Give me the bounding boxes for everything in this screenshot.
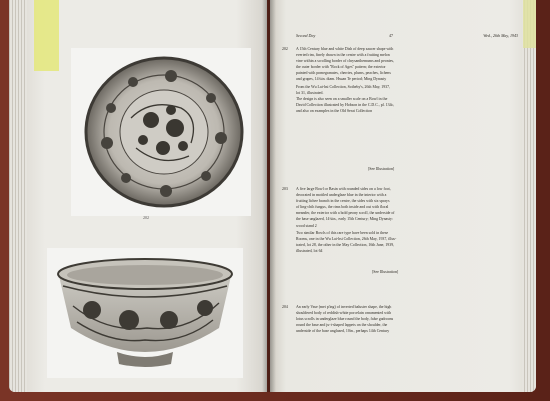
provenance-line: David Collection illustrated by Hobson in the C.D.C., pl. 134c, [296, 103, 395, 108]
lot-203-provenance [296, 230, 514, 254]
bowl-photograph [47, 248, 243, 378]
see-illustration-202: [See Illustration] [368, 167, 395, 171]
dish-image [71, 48, 251, 216]
provenance-line: trated, lot 28, the other in the May Collection, 16th June, 1939, [296, 243, 395, 248]
lot-description [296, 46, 514, 83]
description-line: round the base and ju-i-shaped lappets on the shoulder, the [296, 323, 388, 328]
provenance-line: Two similar Bowls of this rare type have been sold in these [296, 231, 389, 235]
description-line: A 15th Century blue and white Dish of deep saucer shape with [296, 47, 394, 51]
see-illustration-203: [See Illustration] [372, 270, 399, 274]
lot-number: 202 [282, 47, 288, 51]
description-line: fruiting lichee branch in the centre, the sides with six sprays [296, 199, 390, 204]
lot-number: 203 [282, 187, 288, 191]
description-line: An early Vase (mei p'ing) of inverted baluster shape, the high [296, 305, 392, 309]
page-edges-left [9, 0, 27, 392]
bowl-image [47, 248, 243, 378]
provenance-line: lot 31, illustrated. [296, 91, 324, 96]
description-line: underside of the base unglazed, 10in., perhaps 14th Century [296, 329, 390, 334]
description-line: everted rim, finely drawn in the centre with a fruiting melon [296, 53, 390, 58]
provenance-line: The design is also seen on a smaller scale on a Bowl in the [296, 97, 388, 102]
figure-caption: 202 [143, 215, 149, 220]
description-line: the outer border with "Rock of Ages" pattern; the exterior [296, 65, 386, 70]
lot-description [296, 186, 514, 229]
bookmark-tab-left [34, 0, 59, 71]
lot-202-provenance [296, 84, 514, 114]
description-line: and grapes, 14¼in. diam. Hsuan Te period; Ming Dynasty [296, 77, 387, 82]
header-day: Second Day [296, 33, 316, 38]
description-line: shouldered body of reddish-white porcelain ornamented with [296, 311, 392, 316]
description-line: the base unglazed, 14¼in., early 15th Century; Ming Dynasty: [296, 217, 394, 222]
page-edges-right [522, 0, 536, 392]
description-line: vine within a scrolling border of chrysanthemums and peonies, [296, 59, 394, 64]
provenance-line: From the Wu Lai-hsi Collection, Sotheby's, 26th May, 1937, [296, 85, 391, 89]
bookmark-tab-right [523, 0, 536, 48]
lot-description [296, 304, 514, 334]
lot-number: 204 [282, 305, 288, 309]
description-line: decorated in mottled underglaze blue in the interior with a [296, 193, 387, 198]
description-line: wood stand 2 [296, 223, 317, 228]
description-line: painted with pomegranates, cherries, plums, peaches, lichens [296, 71, 391, 76]
page-number: 47 [389, 33, 393, 38]
description-line: A five large Bowl or Basin with rounded sides on a low foot, [296, 187, 391, 191]
description-line: lotus scrolls in underglaze blue round the body, false gadroons [296, 317, 394, 322]
book-gutter [262, 0, 276, 392]
description-line: meander, the exterior with a bold peony scroll, the underside of [296, 211, 395, 216]
header-date: Wed., 26th May, 1943 [483, 33, 518, 38]
provenance-line: illustrated, lot 64 [296, 249, 323, 254]
dish-photograph [71, 48, 251, 216]
description-line: of ling-chih fungus, the rims both inside and out with floral [296, 205, 389, 210]
provenance-line: and also on examples in the Old Serai Collection [296, 109, 373, 114]
provenance-line: Rooms, one in the Wu Lai-hsi Collection, 26th May, 1937, illus- [296, 237, 397, 242]
